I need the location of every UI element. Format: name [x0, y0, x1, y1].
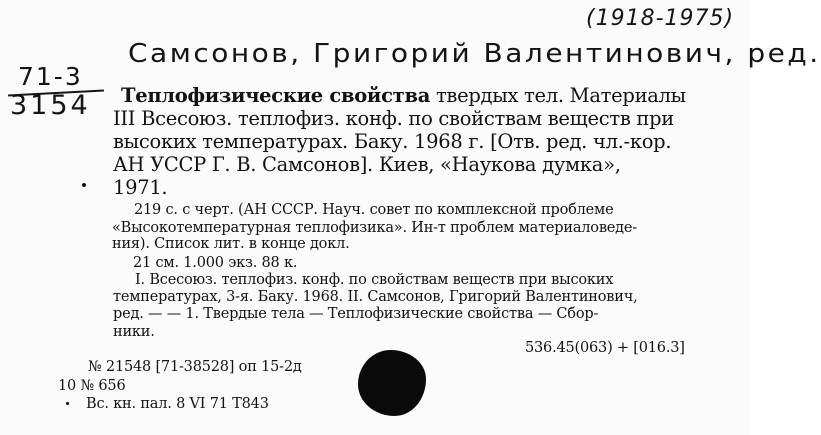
tracings-line-4: ники.: [113, 324, 155, 340]
handwritten-author-heading: Самсонов, Григорий Валентинович, ред.: [128, 38, 821, 69]
call-number-top: 71-3: [18, 62, 83, 91]
ink-dot: [66, 402, 69, 405]
entry-line-4: АН УССР Г. В. Самсонов]. Киев, «Наукова думка»,: [113, 153, 621, 176]
footer-number-line: 10 № 656: [58, 378, 126, 394]
call-number-bottom: 3154: [10, 90, 91, 121]
entry-line-1: [121, 84, 686, 107]
description-line-3: ния). Список лит. в конце докл.: [112, 236, 350, 252]
description-line-1: 219 с. с черт. (АН СССР. Науч. совет по комплексной проблеме: [134, 202, 614, 218]
entry-line-1-rest: твердых тел. Материалы: [435, 84, 686, 107]
tracings-line-2: температурах, 3-я. Баку. 1968. II. Самсонов, Григорий Валентинович,: [113, 289, 638, 305]
entry-line-5: 1971.: [113, 176, 168, 199]
entry-line-3: высоких температурах. Баку. 1968 г. [Отв. ред. чл.-кор.: [113, 130, 672, 153]
handwritten-dates: (1918-1975): [586, 6, 735, 31]
ink-stamp-blot: [358, 350, 426, 416]
tracings-line-1: I. Всесоюз. теплофиз. конф. по свойствам веществ при высоких: [135, 272, 614, 288]
description-line-4: 21 см. 1.000 экз. 88 к.: [133, 255, 298, 271]
entry-title: Теплофизические свойства: [121, 84, 431, 107]
classification-number: 536.45(063) + [016.3]: [525, 340, 685, 356]
tracings-line-3: ред. — — 1. Твердые тела — Теплофизические свойства — Сбор-: [113, 306, 599, 322]
description-line-2: «Высокотемпературная теплофизика». Ин-т проблем материаловеде-: [112, 220, 637, 236]
footer-order-line: № 21548 [71-38528] оп 15-2д: [88, 359, 302, 375]
ink-dot: [82, 183, 86, 187]
footer-date-line: Вс. кн. пал. 8 VI 71 Т843: [86, 396, 269, 412]
entry-line-2: III Всесоюз. теплофиз. конф. по свойствам веществ при: [113, 107, 674, 130]
